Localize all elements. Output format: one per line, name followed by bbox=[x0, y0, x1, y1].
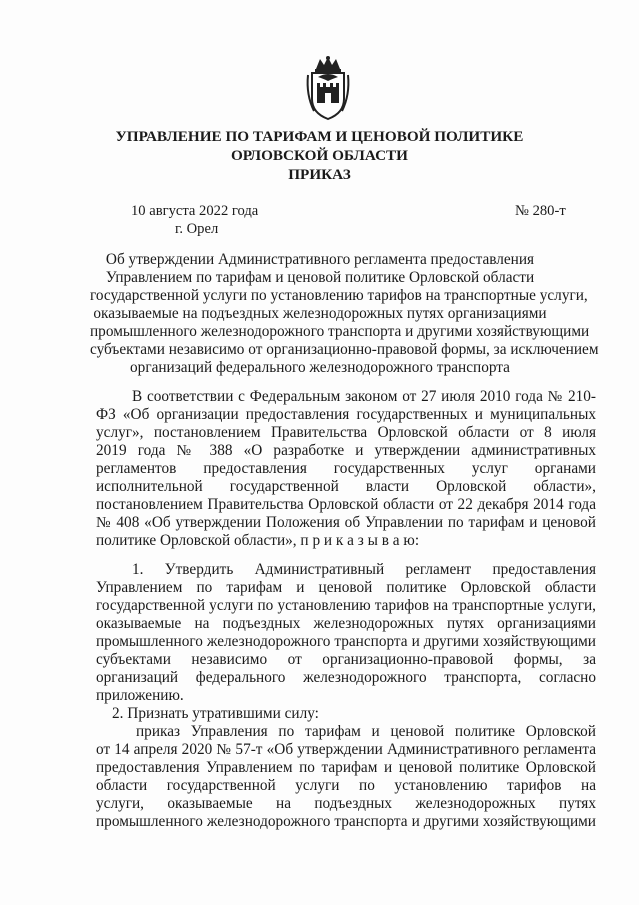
org-title-line1: УПРАВЛЕНИЕ ПО ТАРИФАМ И ЦЕНОВОЙ ПОЛИТИКЕ bbox=[115, 128, 524, 145]
preamble-line: постановлением Правительства Орловской области от 22 декабря 2014 года bbox=[96, 496, 596, 513]
item1-line: государственной услуги по установлению тарифов на транспортные услуги, bbox=[96, 597, 596, 614]
preamble-line: В соответствии с Федеральным законом от 27 июля 2010 года № 210- bbox=[132, 388, 596, 405]
item1-line: промышленного железнодорожного транспорта и другими хозяйствующими bbox=[96, 633, 596, 650]
item2-line: приказ Управления по тарифам и ценовой политике Орловской bbox=[136, 723, 596, 740]
subject-line: организаций федерального железнодорожного транспорта bbox=[130, 359, 510, 376]
item2-line: промышленного железнодорожного транспорта и другими хозяйствующими bbox=[96, 813, 596, 830]
preamble-paragraph bbox=[96, 388, 596, 550]
item1-line: 1. Утвердить Административный регламент предоставления bbox=[132, 561, 596, 578]
subject-line: государственной услуги по установлению тарифов на транспортные услуги, bbox=[90, 287, 588, 304]
item2-line: предоставления Управлением по тарифам и ценовой политике Орловской bbox=[96, 759, 596, 776]
subject-line: Управлением по тарифам и ценовой политике Орловской области bbox=[105, 269, 535, 286]
order-number: № 280-т bbox=[515, 203, 566, 219]
item-1-paragraph bbox=[96, 561, 596, 705]
item1-line: субъектами независимо от организационно-правовой формы, за bbox=[96, 651, 596, 668]
org-title-line2: ОРЛОВСКОЙ ОБЛАСТИ bbox=[230, 147, 408, 164]
subject-line: субъектами независимо от организационно-правовой формы, за исключением bbox=[90, 341, 599, 358]
item2-line: услуги, оказываемые на подъездных железнодорожных путях bbox=[96, 795, 596, 812]
item2-line: области государственной услуги по установлению тарифов на bbox=[96, 777, 596, 794]
preamble-line: политике Орловской области», п р и к а з ы в а ю: bbox=[96, 532, 420, 549]
item2-line: от 14 апреля 2020 № 57-т «Об утверждении Административного регламента bbox=[96, 741, 596, 758]
subject-line: Об утверждении Административного регламента предоставления bbox=[105, 251, 535, 268]
item1-line: приложению. bbox=[96, 687, 184, 704]
item1-line: организаций федерального железнодорожного транспорта, согласно bbox=[96, 669, 596, 686]
subject-line: промышленного железнодорожного транспорта и другими хозяйствующими bbox=[90, 323, 590, 340]
preamble-line: 2019 года № 388 «О разработке и утверждении административных bbox=[96, 442, 596, 459]
order-city: г. Орел bbox=[175, 221, 219, 237]
preamble-line: исполнительной государственной власти Орловской области», bbox=[96, 478, 596, 495]
preamble-line: ФЗ «Об организации предоставления государственных и муниципальных bbox=[96, 406, 596, 423]
preamble-line: № 408 «Об утверждении Положения об Управлении по тарифам и ценовой bbox=[96, 514, 596, 531]
preamble-line: регламентов предоставления государственных услуг органами bbox=[96, 460, 596, 477]
preamble-line: услуг», постановлением Правительства Орловской области от 8 июля bbox=[96, 424, 596, 441]
subject-line: оказываемые на подъездных железнодорожных путях организациями bbox=[93, 305, 547, 322]
item1-line: Управлением по тарифам и ценовой политике Орловской области bbox=[96, 579, 596, 596]
item-2-paragraph bbox=[96, 705, 596, 831]
order-date: 10 августа 2022 года bbox=[131, 203, 259, 219]
document-type: ПРИКАЗ bbox=[288, 166, 351, 183]
oryol-coat-of-arms-emblem bbox=[304, 55, 352, 121]
item1-line: оказываемые на подъездных железнодорожных путях организациями bbox=[96, 615, 596, 632]
order-subject bbox=[90, 251, 599, 377]
item2-title: 2. Признать утратившими силу: bbox=[112, 705, 319, 722]
